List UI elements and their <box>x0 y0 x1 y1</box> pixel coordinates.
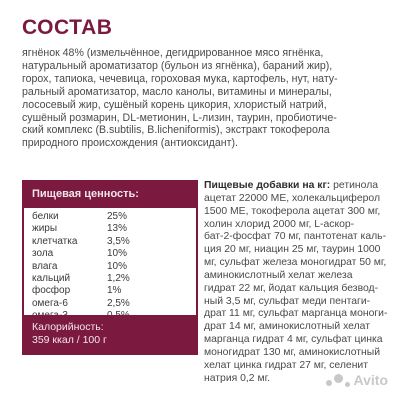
avito-logo-icon <box>326 374 350 387</box>
nutrient-name: клетчатка <box>32 235 78 247</box>
composition-text <box>22 47 384 150</box>
nutrition-row <box>32 261 188 273</box>
composition-line: ягнёнок 48% (измельчённое, дегидрированное мясо ягнёнка, <box>22 47 324 59</box>
nutrient-name: зола <box>32 248 54 260</box>
nutrient-value: 1,2% <box>107 273 130 285</box>
nutrient-value: 13% <box>107 223 128 235</box>
nutrient-value: 10% <box>107 248 128 260</box>
additives-label: Пищевые добавки на кг: <box>204 180 331 191</box>
additives-line: гидрат 22 мг, йодат кальция безвод- <box>204 282 379 294</box>
nutrient-name: жиры <box>32 223 58 235</box>
nutrition-row <box>32 273 188 285</box>
additives-line: аминокислотный хелат железа <box>204 269 353 281</box>
nutrient-name: омега-6 <box>32 297 68 309</box>
calories-value: 359 ккал / 100 г <box>32 333 107 346</box>
nutrition-row <box>32 285 188 297</box>
nutrition-table <box>22 180 198 355</box>
additives-line: 1500 МЕ, токоферола ацетат 300 мг, <box>204 205 381 217</box>
additives-line: мг, сульфат железа моногидрат 50 мг, <box>204 257 387 269</box>
watermark-text: Avito <box>353 372 388 388</box>
nutrient-name: влага <box>32 260 58 272</box>
nutrient-value: 3,5% <box>107 235 130 247</box>
composition-line: лососевый жир, сушёный корень цикория, хлористый натрий, <box>22 98 327 111</box>
additives-line: ный 3,5 мг, сульфат меди пентаги- <box>204 295 371 307</box>
additives-line: бат-2-фосфат 70 мг, пантотенат каль- <box>204 231 387 243</box>
additives-line: драт 11 мг, сульфат марганца моноги- <box>204 308 388 320</box>
calories-footer <box>24 315 196 353</box>
additives-line <box>204 180 390 193</box>
composition-line: ский комплекс (B.subtilis, B.licheniformis), экстракт токоферола <box>22 124 330 137</box>
nutrition-row <box>32 211 188 223</box>
additives-line: холин хлорид 2000 мг, L-аскор- <box>204 218 355 230</box>
additives-line: натрия 0,2 мг. <box>204 372 271 384</box>
nutrient-value: 10% <box>107 260 128 272</box>
composition-line: ральный ароматизатор, масло канолы, витамины и минералы, <box>22 85 332 98</box>
calories-label: Калорийность: <box>32 321 104 333</box>
additives-line: хелат цинка гидрат 27 мг, селенит <box>204 359 368 371</box>
nutrient-value: 1% <box>107 285 122 297</box>
nutrition-rows <box>24 208 196 323</box>
composition-line: натуральный ароматизатор (бульон из ягнёнка), бараний жир), <box>22 59 333 72</box>
nutrition-header: Пищевая ценность: <box>24 182 196 208</box>
avito-watermark <box>326 372 388 388</box>
nutrition-row <box>32 248 188 260</box>
additives-first-rest: ретинола <box>330 180 379 191</box>
nutrition-row <box>32 223 188 235</box>
composition-line: сушёный розмарин, DL-метионин, L-лизин, таурин, пробиотиче- <box>22 111 337 124</box>
nutrition-row <box>32 298 188 310</box>
additives-line: моногидрат 130 мг, аминокислотный <box>204 346 381 358</box>
nutrient-value: 2,5% <box>107 297 130 309</box>
additives-line: драт 14 мг, аминокислотный хелат <box>204 321 370 333</box>
composition-line: природного происхождения (антиоксидант). <box>22 137 238 150</box>
page-title: СОСТАВ <box>22 16 113 39</box>
composition-line: горох, тапиока, чечевица, гороховая мука, картофель, нут, нату- <box>22 72 338 85</box>
additives-text <box>204 180 390 386</box>
nutrient-name: фосфор <box>32 285 71 297</box>
nutrient-value: 25% <box>107 211 128 222</box>
additives-line: ция 20 мг, ниацин 25 мг, таурин 1000 <box>204 244 381 256</box>
nutrient-name: белки <box>32 211 59 222</box>
nutrition-row <box>32 236 188 248</box>
additives-line: ацетат 22000 МЕ, холекальциферол <box>204 192 381 204</box>
nutrient-name: кальций <box>32 273 71 285</box>
additives-line: марганца гидрат 4 мг, сульфат цинка <box>204 334 383 346</box>
